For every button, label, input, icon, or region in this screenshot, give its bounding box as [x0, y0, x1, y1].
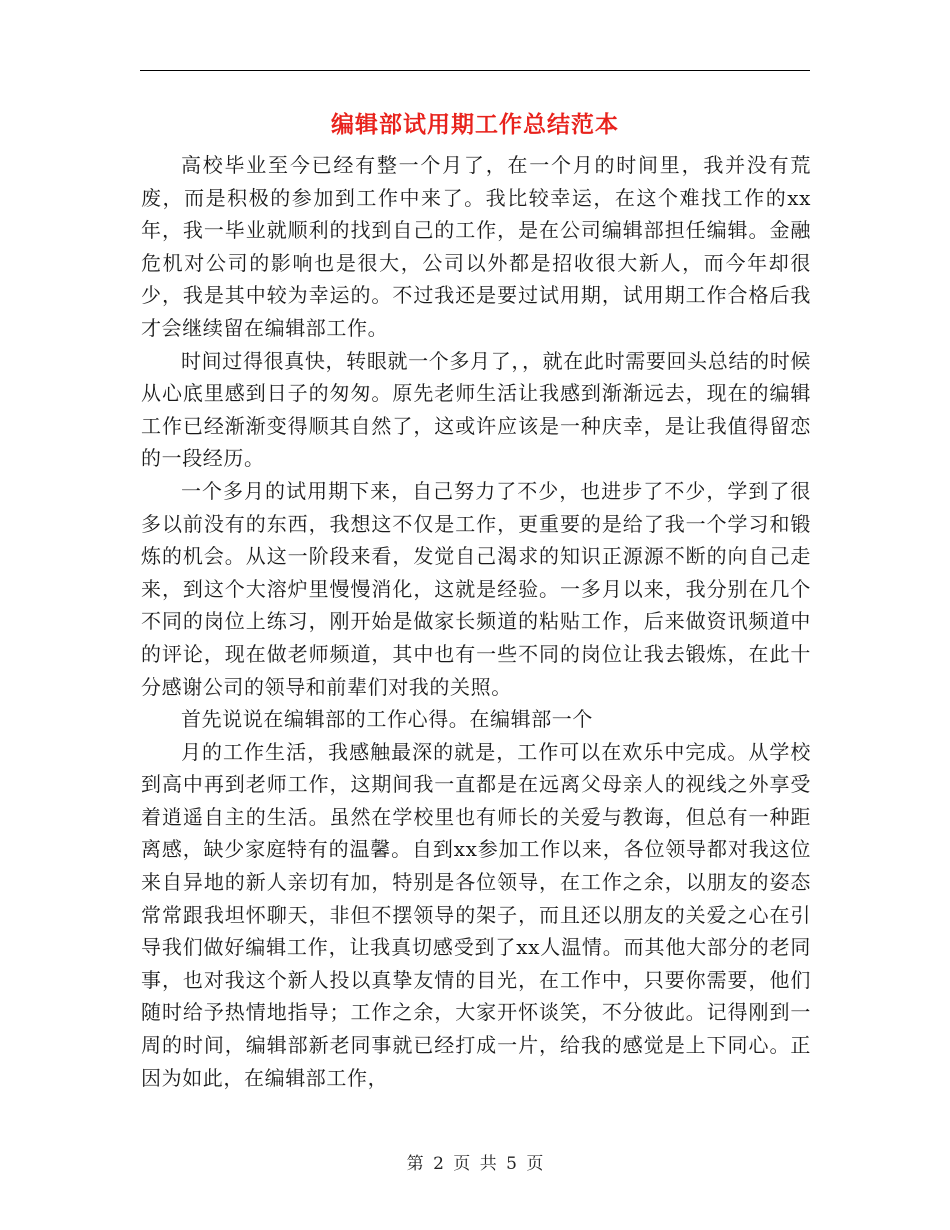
page-footer: 第 2 页 共 5 页 [406, 1154, 544, 1174]
paragraph-3: 一个多月的试用期下来，自己努力了不少，也进步了不少，学到了很多以前没有的东西，我想这不仅是工作，更重要的是给了我一个学习和锻炼的机会。从这一阶段来看，发觉自己渴求的知识正源源不断的向自己走来，到这个大溶炉里慢慢消化，这就是经验。一多月以来，我分别在几个不同的岗位上练习，刚开始是做家长频道的粘贴工作，后来做资讯频道中的评论，现在做老师频道，其中也有一些不同的岗位让我去锻炼，在此十分感谢公司的领导和前辈们对我的关照。 [141, 478, 811, 699]
document-title: 编辑部试用期工作总结范本 [331, 111, 619, 138]
paragraph-2: 时间过得很真快，转眼就一个多月了，，就在此时需要回头总结的时候从心底里感到日子的匆匆。原先老师生活让我感到渐渐远去，现在的编辑工作已经渐渐变得顺其自然了，这或许应该是一种庆幸，是让我值得留恋的一段经历。 [141, 348, 811, 471]
paragraph-5: 月的工作生活，我感触最深的就是，工作可以在欢乐中完成。从学校到高中再到老师工作，这期间我一直都是在远离父母亲人的视线之外享受着逍遥自主的生活。虽然在学校里也有师长的关爱与教诲，但总有一种距离感，缺少家庭特有的温馨。自到xx参加工作以来，各位领导都对我这位来自异地的新人亲切有加，特别是各位领导，在工作之余，以朋友的姿态常常跟我坦怀聊天，非但不摆领导的架子，而且还以朋友的关爱之心在引导我们做好编辑工作，让我真切感受到了xx人温情。而其他大部分的老同事，也对我这个新人投以真挚友情的目光，在工作中，只要你需要，他们随时给予热情地指导；工作之余，大家开怀谈笑，不分彼此。记得刚到一周的时间，编辑部新老同事就已经打成一片，给我的感觉是上下同心。正因为如此，在编辑部工作， [141, 739, 811, 1090]
paragraph-4: 首先说说在编辑部的工作心得。在编辑部一个 [181, 707, 593, 732]
paragraph-1: 高校毕业至今已经有整一个月了，在一个月的时间里，我并没有荒废，而是积极的参加到工作中来了。我比较幸运，在这个难找工作的xx年，我一毕业就顺利的找到自己的工作，是在公司编辑部担任编辑。金融危机对公司的影响也是很大，公司以外都是招收很大新人，而今年却很少，我是其中较为幸运的。不过我还是要过试用期，试用期工作合格后我才会继续留在编辑部工作。 [141, 153, 811, 340]
header-rule [140, 70, 810, 71]
document-body [141, 149, 811, 1094]
